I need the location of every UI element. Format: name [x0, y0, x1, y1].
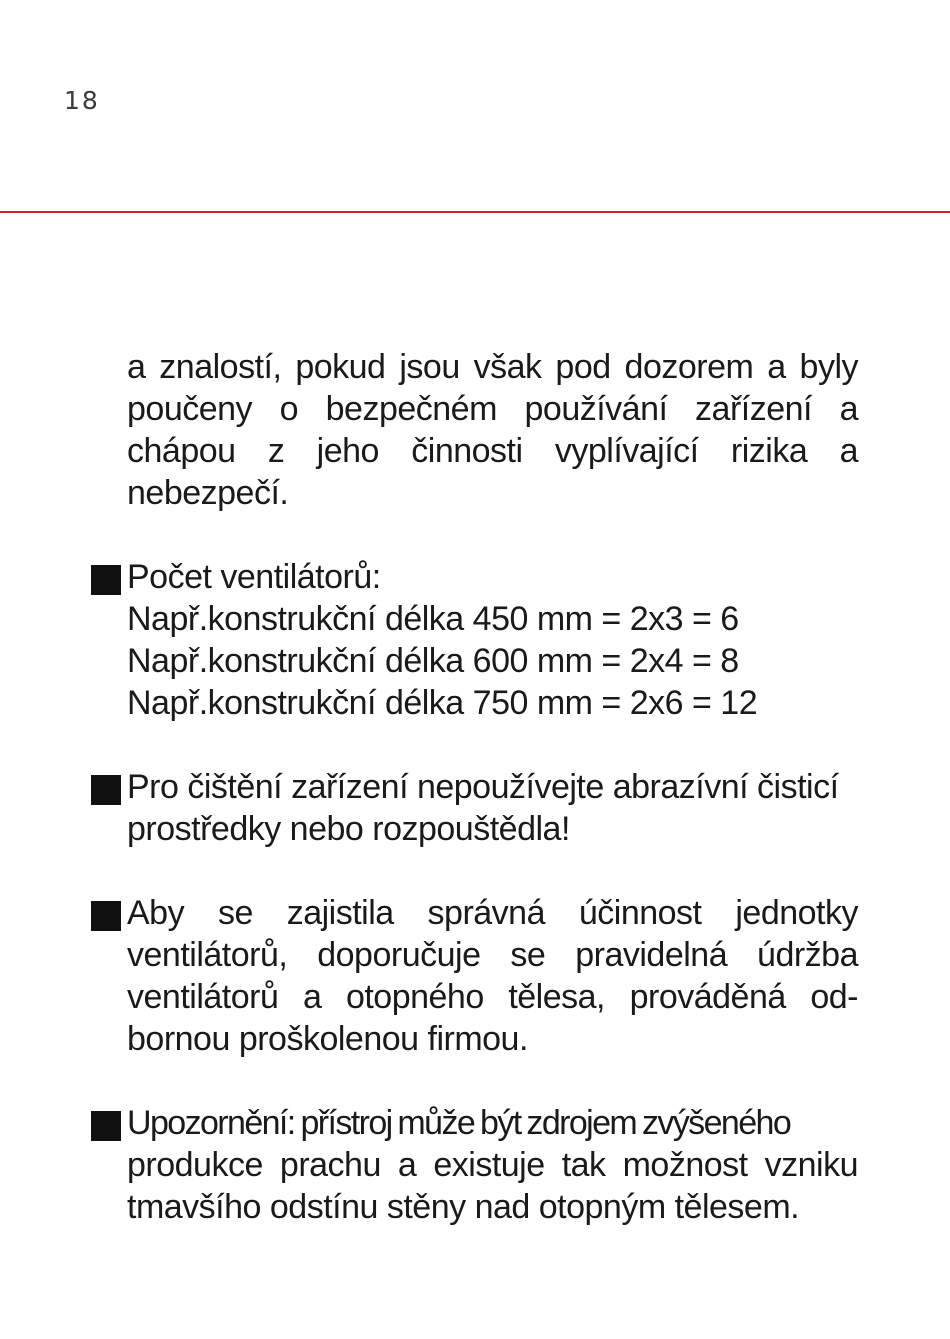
fans-count-item: [127, 556, 858, 724]
bullet-square-icon: [91, 901, 121, 931]
warning-item: [127, 1102, 858, 1228]
page-content: [0, 346, 950, 1228]
bullet-square-icon: [91, 775, 121, 805]
fans-count-heading: Počet ventilátorů:: [127, 558, 381, 596]
maintenance-item: [127, 892, 858, 1060]
cleaning-text: Pro čištění zařízení nepoužívejte abrazívní čisticí prostředky nebo rozpouštědla!: [127, 768, 839, 848]
fans-count-line: Např.konstrukční délka 600 mm = 2x4 = 8: [127, 642, 739, 680]
bullet-square-icon: [91, 1111, 121, 1141]
warning-text: produkce prachu a existuje tak možnost vzniku tmavšího odstínu stěny nad otopným tělesem.: [127, 1146, 858, 1226]
maintenance-text: Aby se zajistila správná účinnost jednotky ventilátorů, doporučuje se pravidelná údržba ventilátorů a otopného tělesa, prováděná od-bornou proškolenou firmou.: [127, 894, 858, 1058]
intro-paragraph: a znalostí, pokud jsou však pod dozorem a byly poučeny o bezpečném používání zařízení a chápou z jeho činnosti vyplívající rizika a nebezpečí.: [127, 348, 858, 512]
fans-count-line: Např.konstrukční délka 750 mm = 2x6 = 12: [127, 684, 758, 722]
page-number: 18: [64, 86, 100, 115]
warning-first-line: Upozornění: přístroj může být zdrojem zvýšeného: [127, 1104, 791, 1142]
fans-count-line: Např.konstrukční délka 450 mm = 2x3 = 6: [127, 600, 739, 638]
cleaning-item: [127, 766, 858, 850]
header-rule: [0, 211, 950, 213]
bullet-square-icon: [91, 565, 121, 595]
